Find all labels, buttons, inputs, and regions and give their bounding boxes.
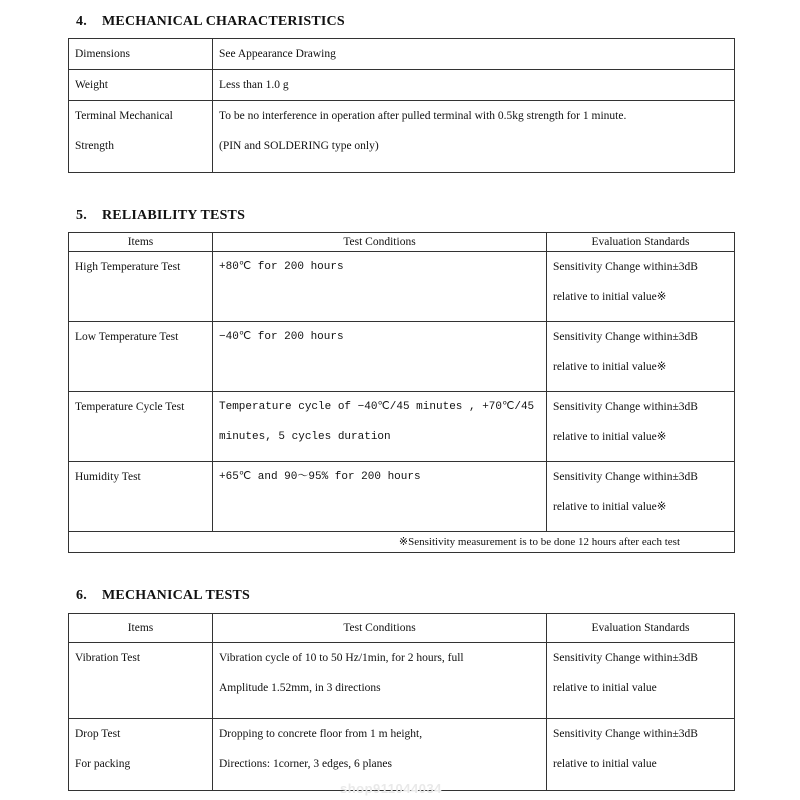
standard-cell: Sensitivity Change within±3dB relative to initial value (547, 643, 735, 719)
row-label: Weight (69, 70, 213, 101)
header-items: Items (69, 614, 213, 643)
header-items: Items (69, 233, 213, 252)
conditions-cell: Temperature cycle of −40℃/45 minutes , +70℃/45 minutes, 5 cycles duration (213, 392, 547, 462)
conditions-cell: +80℃ for 200 hours (213, 252, 547, 322)
table-row (69, 462, 735, 532)
item-cell: Low Temperature Test (69, 322, 213, 392)
row-value: See Appearance Drawing (213, 39, 735, 70)
standard-cell: Sensitivity Change within±3dB relative to initial value (547, 719, 735, 791)
item-cell: Temperature Cycle Test (69, 392, 213, 462)
table-row (69, 252, 735, 322)
section-4-heading: 4. MECHANICAL CHARACTERISTICS (76, 14, 345, 29)
footnote-row (69, 532, 735, 553)
table-row (69, 39, 735, 70)
item-cell: High Temperature Test (69, 252, 213, 322)
table-row (69, 392, 735, 462)
header-test-conditions: Test Conditions (213, 233, 547, 252)
table-header-row (69, 614, 735, 643)
header-evaluation-standards: Evaluation Standards (547, 614, 735, 643)
item-cell: Vibration Test (69, 643, 213, 719)
item-cell: Drop Test For packing (69, 719, 213, 791)
section-6-heading: 6. MECHANICAL TESTS (76, 588, 251, 603)
table-row (69, 322, 735, 392)
table-header-row (69, 233, 735, 252)
standard-cell: Sensitivity Change within±3dB relative to initial value※ (547, 392, 735, 462)
conditions-cell: Dropping to concrete floor from 1 m height, Directions: 1corner, 3 edges, 6 planes (213, 719, 547, 791)
reliability-tests-table (68, 232, 735, 553)
table-row (69, 70, 735, 101)
mechanical-characteristics-table (68, 38, 735, 173)
mechanical-tests-table (68, 613, 735, 791)
row-label: Terminal Mechanical Strength (69, 101, 213, 173)
item-cell: Humidity Test (69, 462, 213, 532)
conditions-cell: −40℃ for 200 hours (213, 322, 547, 392)
standard-cell: Sensitivity Change within±3dB relative to initial value※ (547, 252, 735, 322)
standard-cell: Sensitivity Change within±3dB relative to initial value※ (547, 322, 735, 392)
table-row (69, 643, 735, 719)
table-row (69, 101, 735, 173)
conditions-cell: Vibration cycle of 10 to 50 Hz/1min, for 2 hours, full Amplitude 1.52mm, in 3 directions (213, 643, 547, 719)
row-value: Less than 1.0 g (213, 70, 735, 101)
table-row (69, 719, 735, 791)
header-test-conditions: Test Conditions (213, 614, 547, 643)
row-label: Dimensions (69, 39, 213, 70)
standard-cell: Sensitivity Change within±3dB relative to initial value※ (547, 462, 735, 532)
shop-watermark: shop911044034 (340, 781, 442, 796)
conditions-cell: +65℃ and 90～95% for 200 hours (213, 462, 547, 532)
section-5-heading: 5. RELIABILITY TESTS (76, 208, 246, 223)
row-value: To be no interference in operation after pulled terminal with 0.5kg strength for 1 minute. (PIN and SOLDERING type only) (213, 101, 735, 173)
footnote: ※Sensitivity measurement is to be done 12 hours after each test (69, 532, 735, 553)
header-evaluation-standards: Evaluation Standards (547, 233, 735, 252)
